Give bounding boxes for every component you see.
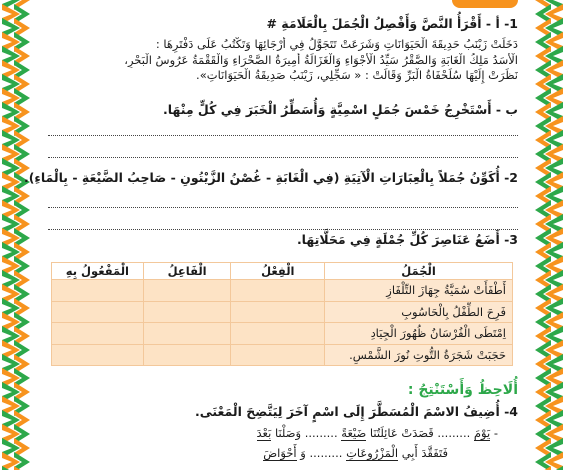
object-cell[interactable] [52,280,144,302]
underlined-word: بَعْدَ [256,426,272,440]
text-fragment: قَصَدَتْ عَائِلَتُنَا [369,426,434,440]
text-fragment: وَصَلْنَا [274,426,302,440]
answer-line[interactable] [48,198,518,208]
subject-cell[interactable] [143,344,231,366]
table-row [52,344,513,366]
table-header-sentences: الْجُمَلُ [325,263,513,280]
underlined-word: يَوْمَ [473,426,491,440]
exercise-1-paragraph [48,37,518,84]
observe-section-title: أُلَاحِظُ وَأَسْتَنْتِجُ : [407,382,518,398]
exercise-2-title: 2- أُكَوِّنُ جُمَلاً بِالْعِبَارَاتِ الْآتِيَةِ (فِي الْغَابَةِ - غُصْنُ الزَّيْتُونِ - صَاحِبُ الضَّيْعَةِ - بِالْمَاءِ). [23,170,518,185]
exercise-1a-title: 1- أ - أَقْرَأُ النَّصَّ وَأَفْصِلُ الْجُمَلَ بِالْعَلَامَةِ # [266,16,518,31]
decorative-border-right [531,0,565,470]
answer-line[interactable] [48,148,518,158]
table-row [52,301,513,323]
blank[interactable]: ......... [433,426,471,440]
table-row [52,280,513,302]
paragraph-line: دَخَلَتْ زَيْنَبُ حَدِيقَةَ الْحَيَوَانَاتِ وَشَرَعَتْ تَتَجَوَّلُ فِي أَرْجَائِهَا وَتَكْتُبُ عَلَى دَفْتَرِهَا : [155,37,518,51]
subject-cell[interactable] [143,301,231,323]
answer-line[interactable] [48,220,518,230]
text-fragment: وَ [300,446,306,460]
text-fragment: فَتَفَقَّدَ أَبِي [401,446,448,460]
table-header-subject: الْفَاعِلُ [143,263,231,280]
blank[interactable]: ......... [305,446,343,460]
exercise-4-line-2 [263,446,448,460]
underlined-word: أَحْوَاضَ [263,446,297,460]
blank[interactable]: ......... [301,426,338,440]
paragraph-line: الْأَسَدُ مَلِكُ الْغَابَةِ وَالصَّقْرُ سَيِّدُ الْأَجْوَاءِ وَالْغَزَالَةُ أَمِيرَةُ الصَّحْرَاءِ وَالْقَقْمَةُ عَرُوسُ الْبَحْرِ، [124,52,518,67]
exercise-1b-title: ب - أَسْتَخْرِجُ خَمْسَ جُمَلٍ اسْمِيَّةٍ وَأُسَطِّرُ الْخَبَرَ فِي كُلٍّ مِنْهَا. [163,102,518,117]
paragraph-line: نَظَرَتْ إِلَيْهَا سُلَحْفَاةُ الْبَرِّ وَقَالَتْ : « سَجِّلِي، زَيْنَبُ صَدِيقَةُ الْحَيَوَانَاتِ». [196,68,518,82]
exercise-4-line-1 [257,426,499,440]
underlined-word: الْمَزْرُوعَاتِ [346,446,399,460]
verb-cell[interactable] [231,344,325,366]
subject-cell[interactable] [143,323,231,345]
sentence-cell: حَجَبَتْ شَجَرَةُ التُّوتِ نُورَ الشَّمْسِ. [325,344,513,366]
object-cell[interactable] [52,323,144,345]
verb-cell[interactable] [231,280,325,302]
table-row [52,323,513,345]
table-header-object: الْمَفْعُولُ بِهِ [52,263,144,280]
exercise-3-title: 3- أَضَعُ عَنَاصِرَ كُلِّ جُمْلَةٍ فِي مَحَلَّاتِهَا. [296,232,518,247]
sentence-cell: فَرِحَ الطِّفْلُ بِالْحَاسُوبِ [325,301,513,323]
exercise-4-title: 4- أُضِيفُ الاسْمَ الْمُسَطَّرَ إِلَى اسْمٍ آخَرَ لِيَتَّضِحَ الْمَعْنَى. [195,404,518,419]
table-header-verb: الْفِعْلُ [231,263,325,280]
verb-cell[interactable] [231,301,325,323]
chevron-border-right-icon [531,0,565,470]
subject-cell[interactable] [143,280,231,302]
underlined-word: ضَيْعَةً [341,426,367,440]
verb-cell[interactable] [231,323,325,345]
sentence-cell: أَطْفَأَتْ سُمَيَّةُ جِهَازَ التِّلْفَازِ [325,280,513,302]
worksheet-content [23,0,518,470]
answer-line[interactable] [48,126,518,136]
chevron-border-left-icon [0,0,34,470]
sentence-cell: اِمْتَطَى الْفُرْسَانُ ظُهُورَ الْجِيَادِ [325,323,513,345]
text-fragment: - [490,426,498,440]
object-cell[interactable] [52,344,144,366]
header-tab [452,0,518,8]
sentence-elements-table [51,262,513,366]
object-cell[interactable] [52,301,144,323]
decorative-border-left [0,0,34,470]
